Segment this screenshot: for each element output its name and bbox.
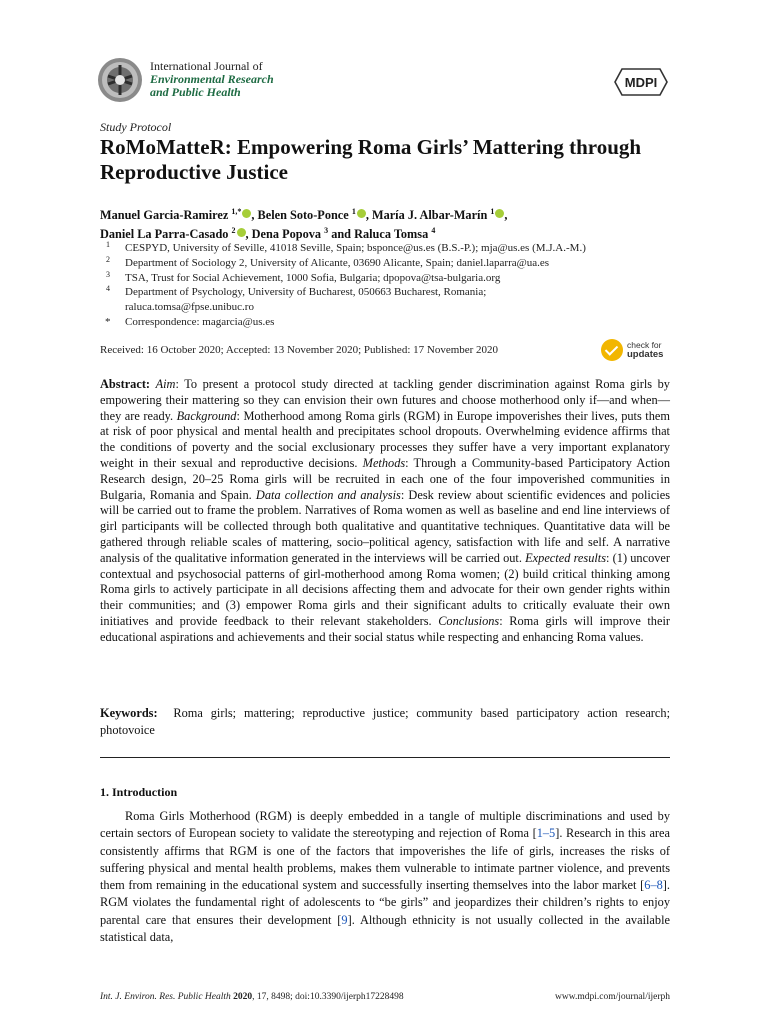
correspondence-item [100, 315, 660, 330]
correspondence-mark: * [105, 315, 111, 328]
orcid-icon[interactable] [242, 209, 251, 218]
footer-doi[interactable]: , 17, 8498; doi:10.3390/ijerph17228498 [252, 992, 404, 1002]
abstract-aim-label: Aim [155, 377, 176, 391]
journal-emblem-icon [96, 56, 144, 104]
section-heading: 1. Introduction [100, 785, 178, 799]
journal-name [150, 60, 274, 99]
affiliation-text: Department of Sociology 2, University of Alicante, 03690 Alicante, Spain; daniel.laparra@ua.es [125, 256, 550, 269]
abstract-data: : Desk review about scientific evidences and policies will be carried out to frame the problem. Narratives of Roma women as well as baseline and end line interviews of girl participants will be collected through both qualitative and quantitative techniques. Quantitative data will be gathered through reliable scales of mattering, socio–political agency, satisfaction with life and self. A narrative analysis of the qualitative information generated in the interviews will be carried out. [100, 487, 671, 565]
journal-name-line3: and Public Health [150, 85, 241, 99]
author-affil-mark: 2 [231, 226, 236, 236]
checkmark-icon [601, 339, 623, 361]
mdpi-logo-text: MDPI [624, 75, 658, 90]
check-updates-line2: updates [627, 349, 664, 360]
article-type: Study Protocol [100, 120, 172, 134]
abstract-aim: : To present a protocol study directed at tackling gender discrimination against Roma girls by empowering their mattering so they can envision their own futures and choose motherhood only if—and when—they are ready. [100, 377, 670, 423]
citation-link[interactable]: 6–8 [644, 878, 663, 893]
body-text: ]. RGM violates the fundamental right of adolescents to “be girls” and jeopardizes their children’s rights to enjoy parental care that ensures their development [ [100, 878, 670, 927]
check-updates-label [627, 340, 663, 360]
affiliation-item [100, 256, 660, 271]
abstract-results: : (1) uncover contextual and psychosocial patterns of girl-motherhood among Roma women; (2) build critical thinking among Roma girls to actively participate in all decisions affecting them and advocate for their own gender rights within their communities; and (3) empower Roma girls and their significant adults to critically evaluate their own initiatives and provide feedback to their relevant stakeholders. [100, 550, 671, 628]
author-name[interactable]: Dena Popova [251, 227, 322, 242]
affiliation-number: 1 [106, 240, 110, 249]
author-name[interactable]: Daniel La Parra-Casado [100, 227, 229, 242]
orcid-icon[interactable] [495, 209, 504, 218]
abstract-methods-label: Methods [362, 455, 406, 470]
affiliation-item [100, 271, 660, 286]
section-divider [100, 757, 670, 758]
footer-year: 2020 [233, 992, 253, 1002]
mdpi-logo-icon [614, 68, 668, 96]
affiliation-text: TSA, Trust for Social Achievement, 1000 Sofia, Bulgaria; dpopova@tsa-bulgaria.org [125, 271, 501, 284]
affiliation-item [100, 300, 660, 315]
author-affil-mark: 4 [431, 226, 436, 236]
abstract-methods: : Through a Community-based Participatory Action Research design, 20–25 Roma girls will be recruited in each one of the four impoverished communities in Bulgaria, Romania and Spain. [100, 455, 670, 502]
publication-dates: Received: 16 October 2020; Accepted: 13 November 2020; Published: 17 November 2020 [100, 344, 499, 356]
body-text: ]. Research in this area consistently affirms that RGM is one of the factors that impoverishes the life of girls, increases the risks of suffering physical and mental health problems, makes them vulnerable to intimate partner violence, and prevents them from remaining in the educational system and successfully inserting themselves into the labor market [ [100, 826, 670, 893]
keywords [100, 705, 670, 738]
author-affil-mark: 3 [324, 226, 329, 236]
affiliation-text: CESPYD, University of Seville, 41018 Seville, Spain; bsponce@us.es (B.S.-P.); mja@us.es (M.J.A.-M.) [125, 242, 586, 254]
abstract [100, 377, 670, 646]
author-name[interactable]: María J. Albar-Marín [371, 208, 488, 223]
abstract-background-label: Background [176, 408, 237, 423]
body-text: Roma Girls Motherhood (RGM) is deeply embedded in a tangle of multiple discriminations and used by certain sectors of European society to validate the stereotyping and rejection of Roma [ [100, 809, 670, 841]
footer-url[interactable]: www.mdpi.com/journal/ijerph [555, 992, 670, 1002]
journal-name-line1: International Journal of [150, 59, 263, 73]
citation-link[interactable]: 1–5 [536, 826, 556, 841]
citation-link[interactable]: 9 [341, 912, 348, 927]
author-affil-mark: 1 [351, 207, 356, 216]
affiliation-email[interactable]: raluca.tomsa@fpse.unibuc.ro [125, 301, 254, 314]
affiliation-text: Department of Psychology, University of Bucharest, 050663 Bucharest, Romania; [125, 286, 487, 299]
affiliation-item [100, 241, 660, 256]
author-name[interactable]: Raluca Tomsa [354, 227, 429, 242]
correspondence-text[interactable]: Correspondence: magarcia@us.es [125, 315, 275, 328]
affiliation-number: 3 [106, 269, 110, 279]
orcid-icon[interactable] [237, 228, 246, 237]
paper-title: RoMoMatteR: Empowering Roma Girls’ Mattering through Reproductive Justice [100, 135, 642, 184]
author-name[interactable]: Belen Soto-Ponce [257, 208, 349, 223]
author-list: Manuel Garcia-Ramirez $^{1,*}$ , Belen Soto-Ponce $^1$ , María J. Albar-Marín $^1$ , Daniel La Parra-Casado $^2$ , Dena Popova $^3$ and Raluca Tomsa $^4$ [100, 207, 508, 242]
author-affil-mark: 1,* [231, 207, 242, 216]
abstract-conclusions-label: Conclusions [438, 613, 500, 628]
author-affil-mark: 1 [490, 207, 495, 216]
abstract-background: : Motherhood among Roma girls (RGM) in Europe impoverishes their lives, puts them at risk of poor physical and mental health and precipitates school dropouts. Overwhelming evidence affirms that the conditions of poverty and the social exclusionary processes they suffer have a very important explanatory weight in their sexual and reproductive decisions. [100, 408, 670, 470]
journal-name-line2: Environmental Research [150, 72, 274, 86]
abstract-results-label: Expected results [525, 550, 607, 565]
footer-journal-abbrev: Int. J. Environ. Res. Public Health [100, 992, 231, 1002]
check-for-updates-button[interactable] [601, 339, 681, 363]
author-connector: and [331, 227, 352, 242]
body-paragraph [100, 808, 670, 946]
check-updates-line1: check for [627, 340, 662, 350]
orcid-icon[interactable] [357, 209, 366, 218]
footer-citation [100, 992, 404, 1002]
affiliation-list [100, 241, 660, 330]
affiliation-number: 4 [106, 284, 110, 294]
author-name[interactable]: Manuel Garcia-Ramirez [100, 208, 229, 223]
abstract-conclusions: : Roma girls will improve their educational aspirations and achievements and their social status while respecting and enhancing Roma values. [100, 613, 670, 644]
abstract-label: Abstract: [100, 377, 151, 391]
affiliation-item [100, 285, 660, 300]
body-text: ]. Although ethnicity is not usually collected in the available statistical data, [100, 912, 670, 945]
keywords-text: Roma girls; mattering; reproductive justice; community based participatory action research; photovoice [100, 706, 670, 737]
abstract-data-label: Data collection and analysis [255, 487, 401, 502]
affiliation-number: 2 [106, 254, 110, 264]
keywords-label: Keywords: [100, 706, 158, 720]
